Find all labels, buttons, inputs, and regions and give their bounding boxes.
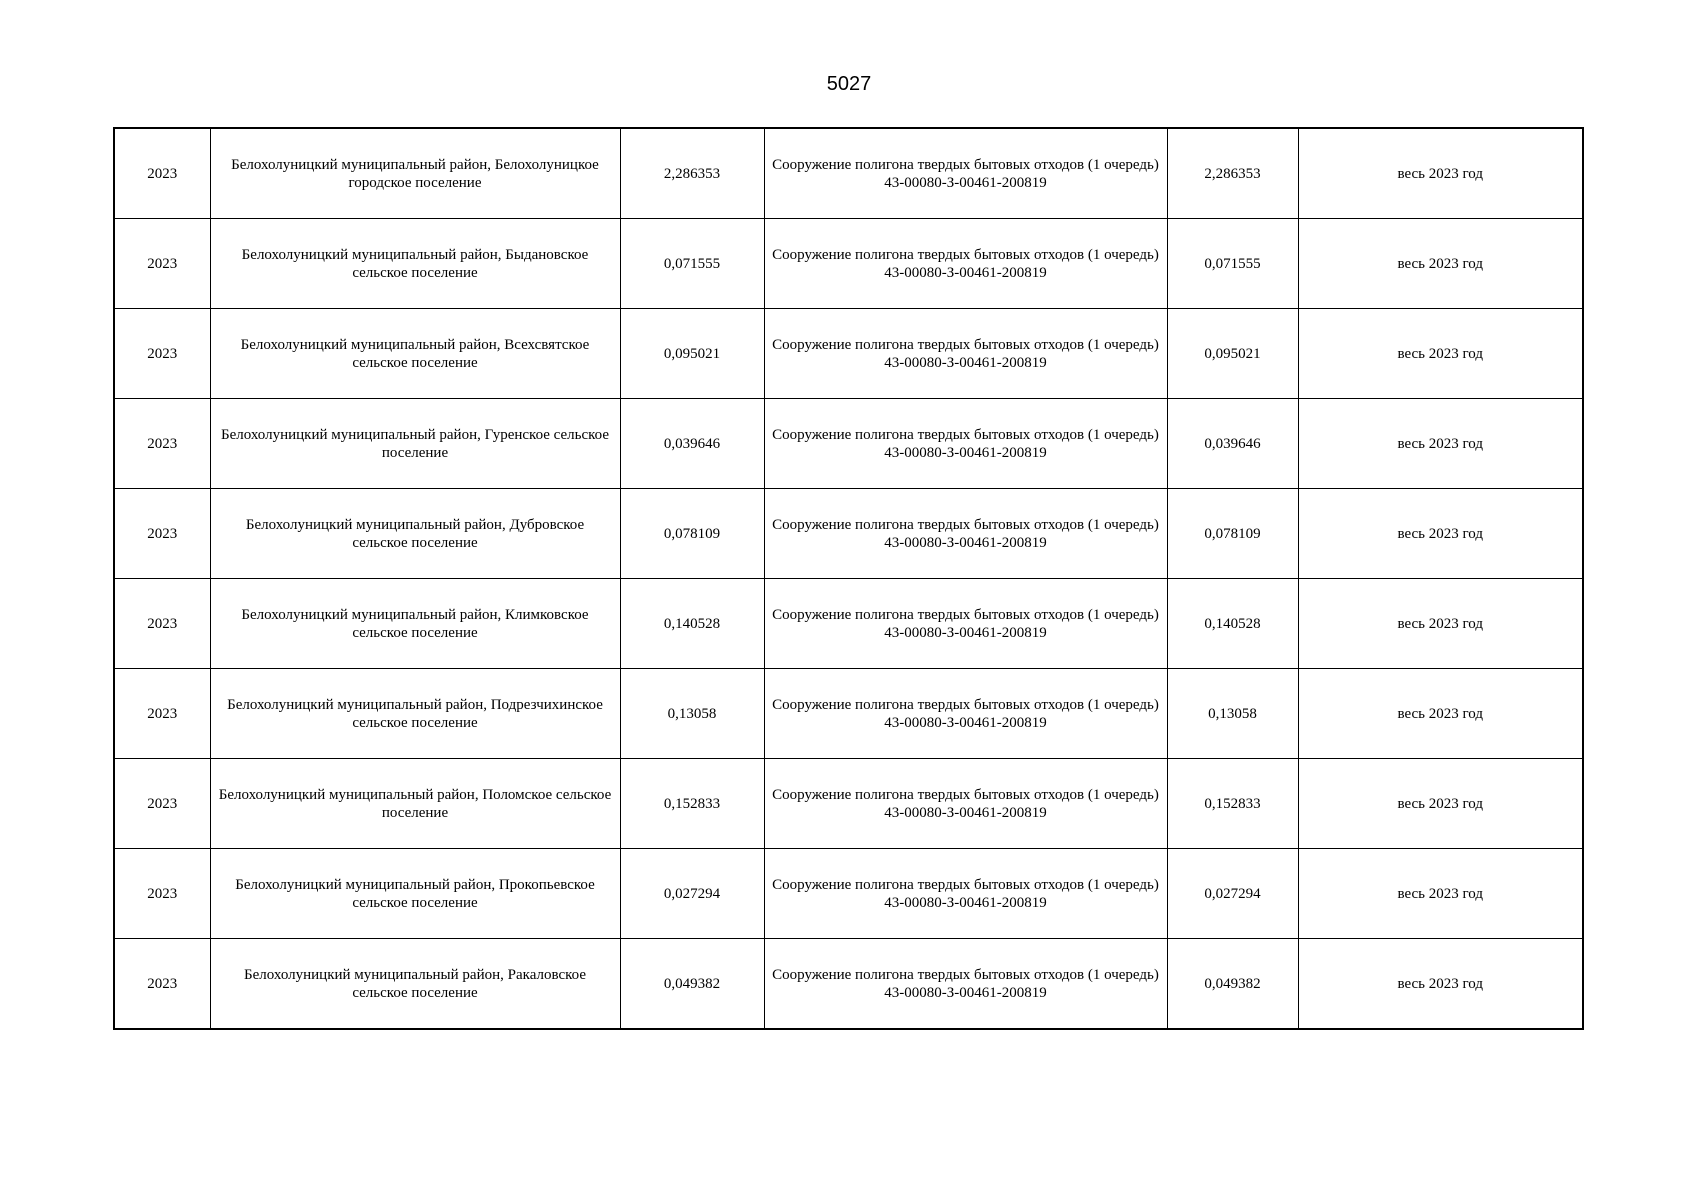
facility-value-cell: 0,078109 [1167,489,1298,579]
facility-cell: Сооружение полигона твердых бытовых отходов (1 очередь) 43-00080-З-00461-200819 [764,219,1167,309]
period-cell: весь 2023 год [1298,759,1583,849]
territory-cell: Белохолуницкий муниципальный район, Гуренское сельское поселение [210,399,620,489]
territory-cell: Белохолуницкий муниципальный район, Прокопьевское сельское поселение [210,849,620,939]
territory-cell: Белохолуницкий муниципальный район, Белохолуницкое городское поселение [210,128,620,219]
period-cell: весь 2023 год [1298,489,1583,579]
facility-cell: Сооружение полигона твердых бытовых отходов (1 очередь) 43-00080-З-00461-200819 [764,128,1167,219]
period-cell: весь 2023 год [1298,399,1583,489]
facility-value-cell: 0,152833 [1167,759,1298,849]
year-cell: 2023 [114,128,210,219]
value-cell: 0,152833 [620,759,764,849]
value-cell: 0,039646 [620,399,764,489]
facility-cell: Сооружение полигона твердых бытовых отходов (1 очередь) 43-00080-З-00461-200819 [764,309,1167,399]
table-row [114,128,1583,219]
year-cell: 2023 [114,759,210,849]
facility-value-cell: 2,286353 [1167,128,1298,219]
period-cell: весь 2023 год [1298,128,1583,219]
territory-cell: Белохолуницкий муниципальный район, Всехсвятское сельское поселение [210,309,620,399]
year-cell: 2023 [114,849,210,939]
table-row [114,219,1583,309]
period-cell: весь 2023 год [1298,939,1583,1030]
year-cell: 2023 [114,939,210,1030]
page-number: 5027 [826,73,872,95]
year-cell: 2023 [114,669,210,759]
table-row [114,489,1583,579]
facility-cell: Сооружение полигона твердых бытовых отходов (1 очередь) 43-00080-З-00461-200819 [764,939,1167,1030]
territory-cell: Белохолуницкий муниципальный район, Подрезчихинское сельское поселение [210,669,620,759]
year-cell: 2023 [114,219,210,309]
year-cell: 2023 [114,489,210,579]
value-cell: 0,140528 [620,579,764,669]
data-table [113,127,1584,1030]
value-cell: 0,071555 [620,219,764,309]
value-cell: 0,095021 [620,309,764,399]
table-row [114,849,1583,939]
facility-cell: Сооружение полигона твердых бытовых отходов (1 очередь) 43-00080-З-00461-200819 [764,849,1167,939]
year-cell: 2023 [114,399,210,489]
table-row [114,669,1583,759]
territory-cell: Белохолуницкий муниципальный район, Ракаловское сельское поселение [210,939,620,1030]
territory-cell: Белохолуницкий муниципальный район, Быдановское сельское поселение [210,219,620,309]
facility-cell: Сооружение полигона твердых бытовых отходов (1 очередь) 43-00080-З-00461-200819 [764,489,1167,579]
year-cell: 2023 [114,579,210,669]
period-cell: весь 2023 год [1298,669,1583,759]
value-cell: 0,078109 [620,489,764,579]
facility-value-cell: 0,13058 [1167,669,1298,759]
table-row [114,939,1583,1030]
value-cell: 0,049382 [620,939,764,1030]
territory-cell: Белохолуницкий муниципальный район, Поломское сельское поселение [210,759,620,849]
period-cell: весь 2023 год [1298,579,1583,669]
facility-value-cell: 0,027294 [1167,849,1298,939]
year-cell: 2023 [114,309,210,399]
value-cell: 0,13058 [620,669,764,759]
facility-cell: Сооружение полигона твердых бытовых отходов (1 очередь) 43-00080-З-00461-200819 [764,399,1167,489]
facility-value-cell: 0,071555 [1167,219,1298,309]
period-cell: весь 2023 год [1298,219,1583,309]
table-row [114,759,1583,849]
facility-value-cell: 0,049382 [1167,939,1298,1030]
facility-cell: Сооружение полигона твердых бытовых отходов (1 очередь) 43-00080-З-00461-200819 [764,759,1167,849]
table-row [114,399,1583,489]
period-cell: весь 2023 год [1298,849,1583,939]
facility-value-cell: 0,095021 [1167,309,1298,399]
table-row [114,309,1583,399]
territory-cell: Белохолуницкий муниципальный район, Климковское сельское поселение [210,579,620,669]
facility-value-cell: 0,039646 [1167,399,1298,489]
territory-cell: Белохолуницкий муниципальный район, Дубровское сельское поселение [210,489,620,579]
value-cell: 2,286353 [620,128,764,219]
facility-cell: Сооружение полигона твердых бытовых отходов (1 очередь) 43-00080-З-00461-200819 [764,579,1167,669]
table-row [114,579,1583,669]
facility-value-cell: 0,140528 [1167,579,1298,669]
period-cell: весь 2023 год [1298,309,1583,399]
facility-cell: Сооружение полигона твердых бытовых отходов (1 очередь) 43-00080-З-00461-200819 [764,669,1167,759]
value-cell: 0,027294 [620,849,764,939]
